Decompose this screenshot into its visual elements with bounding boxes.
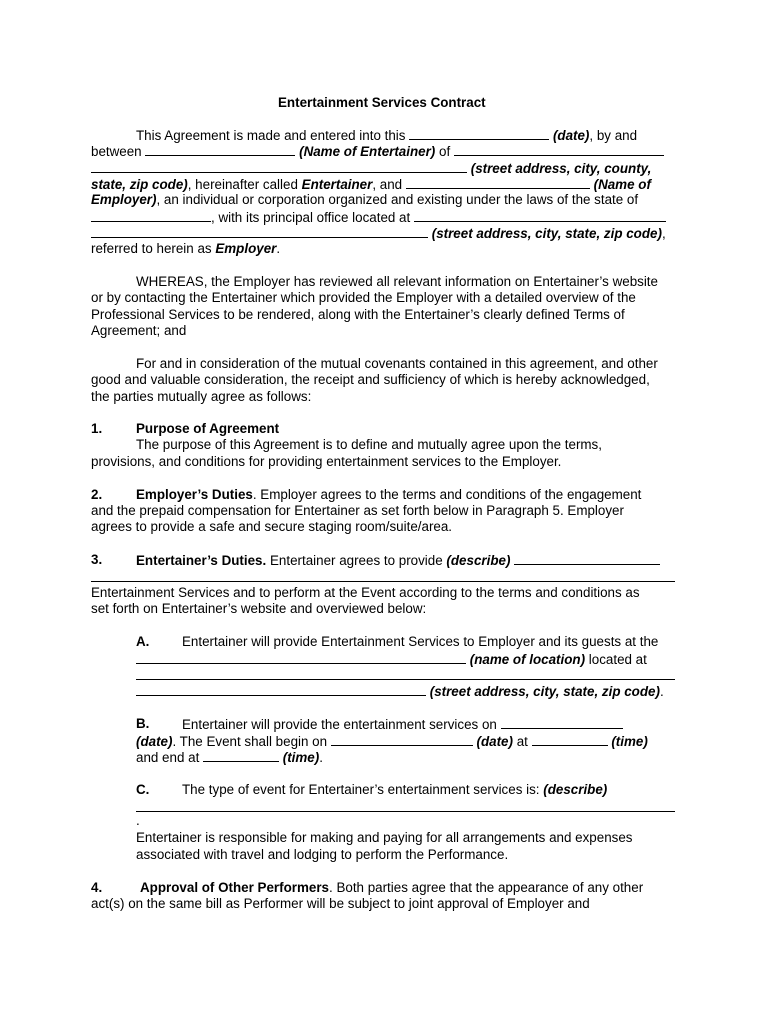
intro-line-1: This Agreement is made and entered into this (date), by and: [136, 128, 638, 143]
section-1-number: 1.: [91, 421, 103, 436]
event-begin-date-blank[interactable]: [331, 733, 473, 746]
whereas-line: or by contacting the Entertainer which provided the Employer with a detailed overview of the: [91, 290, 636, 305]
event-type-blank[interactable]: [136, 811, 675, 812]
item-c-label: C.: [136, 782, 150, 797]
intro-line-8: referred to herein as Employer.: [91, 241, 281, 256]
section-2-line: agrees to provide a safe and secure staging room/suite/area.: [91, 519, 453, 534]
intro-line-3: (street address, city, county,: [91, 160, 651, 177]
section-1-line: The purpose of this Agreement is to define and mutually agree upon the terms,: [136, 437, 602, 452]
whereas-line: Agreement; and: [91, 323, 187, 338]
location-address-blank-1[interactable]: [136, 679, 675, 680]
service-date-blank[interactable]: [501, 716, 623, 729]
location-name-blank[interactable]: [136, 651, 466, 664]
item-c-dot: .: [136, 813, 140, 828]
section-4-line-1: Approval of Other Performers. Both parties agree that the appearance of any other: [140, 880, 644, 895]
location-address-blank-2[interactable]: [136, 683, 426, 696]
employer-address-blank-1[interactable]: [414, 209, 666, 222]
item-b-line-2: (date). The Event shall begin on (date) at (time): [136, 734, 648, 749]
item-a-label: A.: [136, 634, 150, 649]
consideration-line: the parties mutually agree as follows:: [91, 389, 312, 404]
section-3-line: set forth on Entertainer’s website and overviewed below:: [91, 601, 427, 616]
item-c-line: associated with travel and lodging to perform the Performance.: [136, 847, 509, 862]
whereas-line: WHEREAS, the Employer has reviewed all relevant information on Entertainer’s website: [136, 274, 658, 289]
consideration-line: good and valuable consideration, the receipt and sufficiency of which is hereby acknowledged,: [91, 372, 650, 387]
event-end-time-blank[interactable]: [203, 749, 279, 762]
section-1-line: provisions, and conditions for providing entertainment services to the Employer.: [91, 454, 562, 469]
section-2-line: and the prepaid compensation for Entertainer as set forth below in Paragraph 5. Employer: [91, 503, 624, 518]
item-b-line-1: Entertainer will provide the entertainment services on: [182, 716, 623, 733]
section-1-heading: Purpose of Agreement: [136, 421, 280, 436]
employer-address-blank-2[interactable]: [91, 225, 428, 238]
section-2-number: 2.: [91, 487, 103, 502]
employer-name-blank[interactable]: [406, 176, 590, 189]
state-blank[interactable]: [91, 209, 211, 222]
services-description-blank-2[interactable]: [91, 581, 675, 582]
intro-line-2: between (Name of Entertainer) of: [91, 143, 664, 160]
item-b-label: B.: [136, 716, 150, 731]
event-begin-time-blank[interactable]: [532, 733, 608, 746]
whereas-line: Professional Services to be rendered, along with the Entertainer’s clearly defined Terms of: [91, 307, 625, 322]
entertainer-address-blank-1[interactable]: [454, 143, 664, 156]
section-3-number: 3.: [91, 552, 103, 567]
item-b-line-3: and end at (time).: [136, 750, 323, 765]
item-a-line-3: (street address, city, state, zip code).: [136, 683, 664, 700]
item-c-line-1: The type of event for Entertainer’s entertainment services is: (describe): [182, 782, 608, 797]
services-description-blank-1[interactable]: [514, 552, 660, 565]
entertainer-address-blank-2[interactable]: [91, 160, 467, 173]
section-3-line: Entertainment Services and to perform at the Event according to the terms and conditions as: [91, 585, 640, 600]
date-blank[interactable]: [409, 127, 549, 140]
section-4-line-2: act(s) on the same bill as Performer will be subject to joint approval of Employer and: [91, 896, 590, 911]
item-a-line-1: Entertainer will provide Entertainment Services to Employer and its guests at the: [182, 634, 659, 649]
intro-line-4: state, zip code), hereinafter called Entertainer, and (Name of: [91, 177, 651, 192]
item-a-line-2: (name of location) located at: [136, 651, 647, 668]
section-2-line-1: Employer’s Duties. Employer agrees to the terms and conditions of the engagement: [136, 487, 642, 502]
section-4-number: 4.: [91, 880, 103, 895]
entertainer-name-blank[interactable]: [145, 143, 295, 156]
intro-line-5: Employer), an individual or corporation organized and existing under the laws of the state of: [91, 192, 639, 207]
consideration-line: For and in consideration of the mutual covenants contained in this agreement, and other: [136, 356, 658, 371]
section-3-line-1: Entertainer’s Duties. Entertainer agrees to provide (describe): [136, 552, 660, 569]
intro-line-6: , with its principal office located at: [91, 209, 666, 226]
intro-line-7: (street address, city, state, zip code),: [91, 225, 666, 242]
page-title: Entertainment Services Contract: [278, 95, 486, 110]
item-c-line: Entertainer is responsible for making and paying for all arrangements and expenses: [136, 830, 633, 845]
